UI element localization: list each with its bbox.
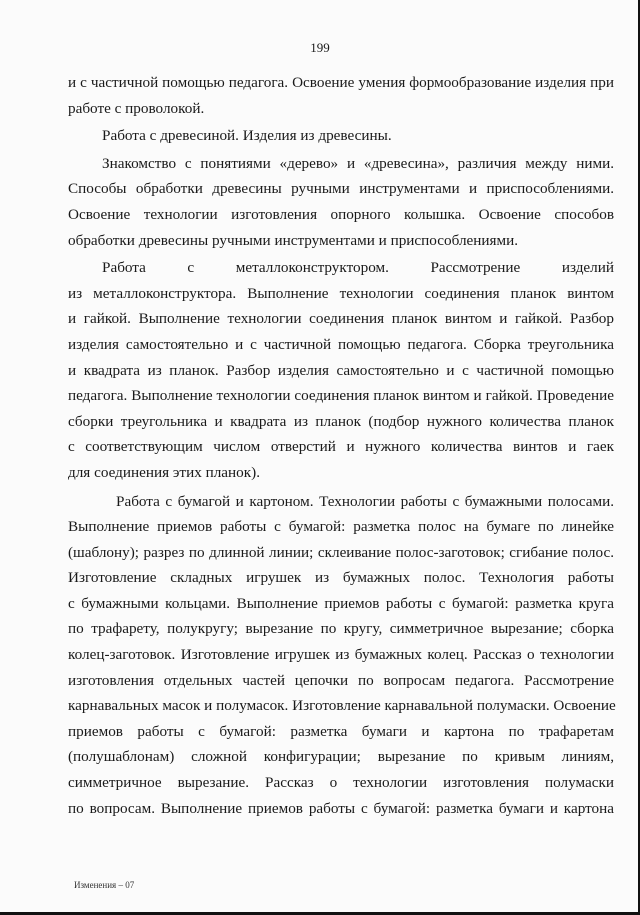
text-line: симметричное вырезание. Рассказ о технологии изготовления полумаски bbox=[68, 774, 614, 792]
page-number: 199 bbox=[310, 40, 330, 55]
text-line: изделия самостоятельно и с частичной помощью педагога. Сборка треугольника bbox=[68, 335, 614, 353]
paragraph-wire-work bbox=[68, 70, 614, 121]
text-line: изготовления отдельных частей цепочки по вопросам педагога. Рассмотрение bbox=[68, 671, 614, 689]
paragraph-metal-constructor bbox=[68, 255, 614, 485]
text-line: по вопросам. Выполнение приемов работы с бумагой: разметка бумаги и картона bbox=[68, 799, 614, 817]
text-line: по трафарету, полукругу; вырезание по кругу, симметричное вырезание; сборка bbox=[68, 620, 614, 638]
text-line: Освоение технологии изготовления опорного колышка. Освоение способов bbox=[68, 205, 614, 223]
text-line: работе с проволокой. bbox=[68, 99, 205, 117]
text-line: сборки треугольника и квадрата из планок (подбор нужного количества планок bbox=[68, 412, 614, 430]
text-line: колец-заготовок. Изготовление игрушек из бумажных колец. Рассказ о технологии bbox=[68, 646, 614, 664]
text-line: Работа с древесиной. Изделия из древесины. bbox=[102, 127, 392, 145]
text-line: Способы обработки древесины ручными инструментами и приспособлениями. bbox=[68, 180, 614, 198]
text-line: и гайкой. Выполнение технологии соединения планок винтом и гайкой. Разбор bbox=[68, 310, 614, 328]
text-line: и квадрата из планок. Разбор изделия самостоятельно и с частичной помощью bbox=[68, 361, 614, 379]
text-line: Выполнение приемов работы с бумагой: разметка полос на бумаге по линейке bbox=[68, 518, 614, 536]
paragraph-wood-heading bbox=[68, 123, 614, 149]
text-line: Знакомство с понятиями «дерево» и «древесина», различия между ними. bbox=[102, 154, 614, 172]
text-line: из металлоконструктора. Выполнение технологии соединения планок винтом bbox=[68, 284, 614, 302]
text-line: (шаблону); разрез по длинной линии; склеивание полос-заготовок; сгибание полос. bbox=[68, 543, 614, 561]
text-line: Изготовление складных игрушек из бумажных полос. Технология работы bbox=[68, 569, 614, 587]
footer-revision: Изменения – 07 bbox=[74, 880, 135, 890]
paragraph-wood bbox=[68, 151, 614, 253]
text-line: для соединения этих планок). bbox=[68, 463, 260, 481]
text-line: с бумажными кольцами. Выполнение приемов работы с бумагой: разметка круга bbox=[68, 594, 614, 612]
text-line: с соответствующим числом отверстий и нужного количества винтов и гаек bbox=[68, 438, 614, 456]
document-body bbox=[68, 70, 614, 821]
text-line: карнавальных масок и полумасок. Изготовление карнавальной полумаски. Освоение bbox=[68, 697, 616, 715]
text-line: Работа с бумагой и картоном. Технологии работы с бумажными полосами. bbox=[116, 492, 614, 510]
text-line: приемов работы с бумагой: разметка бумаги и картона по трафаретам bbox=[68, 722, 614, 740]
paragraph-paper-cardboard bbox=[68, 489, 614, 822]
text-line: и с частичной помощью педагога. Освоение умения формообразование изделия при bbox=[68, 74, 614, 91]
text-line: обработки древесины ручными инструментами и приспособлениями. bbox=[68, 231, 519, 249]
text-line: (полушаблонам) сложной конфигурации; вырезание по кривым линиям, bbox=[68, 748, 614, 766]
text-line: Работа с металлоконструктором. Рассмотрение изделий bbox=[102, 259, 614, 277]
text-line: педагога. Выполнение технологии соединения планок винтом и гайкой. Проведение bbox=[68, 387, 614, 405]
